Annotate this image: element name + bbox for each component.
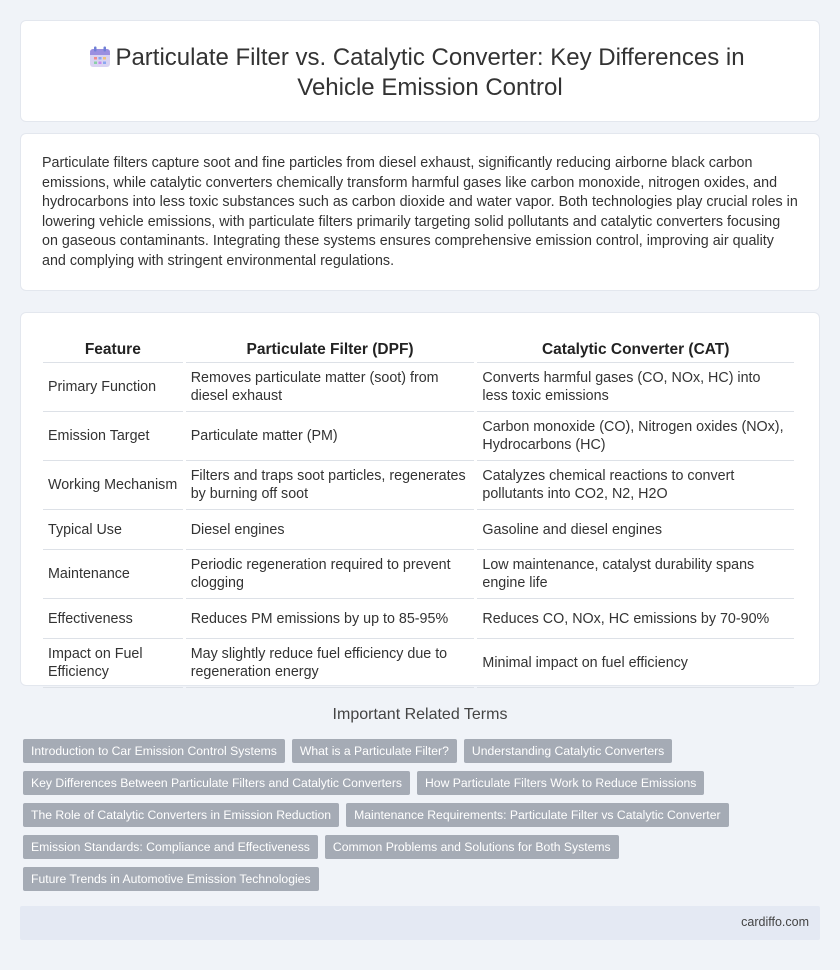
row-cat-value: Reduces CO, NOx, HC emissions by 70-90%	[477, 599, 794, 639]
row-dpf-value: May slightly reduce fuel efficiency due to regeneration energy	[186, 639, 475, 688]
table-row	[43, 461, 794, 510]
page-title: Particulate Filter vs. Catalytic Converter: Key Differences in Vehicle Emission Control	[115, 44, 745, 101]
row-dpf-value: Particulate matter (PM)	[186, 412, 475, 461]
row-feature: Working Mechanism	[43, 461, 183, 510]
footer	[20, 906, 820, 940]
related-term-tag[interactable]: How Particulate Filters Work to Reduce Emissions	[417, 771, 704, 795]
intro-card	[20, 133, 820, 291]
related-term-tag[interactable]: Introduction to Car Emission Control Systems	[23, 739, 285, 763]
row-cat-value: Catalyzes chemical reactions to convert pollutants into CO2, N2, H2O	[477, 461, 794, 510]
header-catalytic-converter: Catalytic Converter (CAT)	[477, 333, 794, 363]
row-cat-value: Carbon monoxide (CO), Nitrogen oxides (NOx), Hydrocarbons (HC)	[477, 412, 794, 461]
footer-site-link[interactable]: cardiffo.com	[741, 915, 809, 929]
row-dpf-value: Periodic regeneration required to prevent clogging	[186, 550, 475, 599]
related-terms-list	[23, 739, 823, 899]
header-card	[20, 20, 820, 122]
intro-paragraph: Particulate filters capture soot and fine particles from diesel exhaust, significantly reducing airborne black carbon emissions, while catalytic converters chemically transform harmful gases like carbon monoxide, nitrogen oxides, and hydrocarbons into less toxic substances such as carbon dioxide and water vapor. Both technologies play crucial roles in lowering vehicle emissions, with particulate filters primarily targeting solid pollutants and catalytic converters focusing on gaseous contaminants. Integrating these systems ensures comprehensive emission control, improving air quality and complying with stringent environmental regulations.	[42, 155, 798, 269]
table-row	[43, 639, 794, 688]
table-row	[43, 550, 794, 599]
row-feature: Maintenance	[43, 550, 183, 599]
related-term-tag[interactable]: What is a Particulate Filter?	[292, 739, 457, 763]
related-term-tag[interactable]: Understanding Catalytic Converters	[464, 739, 672, 763]
table-row	[43, 363, 794, 412]
row-feature: Typical Use	[43, 510, 183, 550]
row-feature: Effectiveness	[43, 599, 183, 639]
row-feature: Primary Function	[43, 363, 183, 412]
related-term-tag[interactable]: Maintenance Requirements: Particulate Filter vs Catalytic Converter	[346, 803, 728, 827]
comparison-card	[20, 312, 820, 686]
related-term-tag[interactable]: Key Differences Between Particulate Filters and Catalytic Converters	[23, 771, 410, 795]
row-dpf-value: Diesel engines	[186, 510, 475, 550]
row-dpf-value: Filters and traps soot particles, regenerates by burning off soot	[186, 461, 475, 510]
header-particulate-filter: Particulate Filter (DPF)	[186, 333, 475, 363]
row-cat-value: Minimal impact on fuel efficiency	[477, 639, 794, 688]
table-row	[43, 412, 794, 461]
related-term-tag[interactable]: Future Trends in Automotive Emission Technologies	[23, 867, 319, 891]
row-cat-value: Gasoline and diesel engines	[477, 510, 794, 550]
row-feature: Impact on Fuel Efficiency	[43, 639, 183, 688]
comparison-table	[40, 333, 797, 688]
related-term-tag[interactable]: Emission Standards: Compliance and Effectiveness	[23, 835, 318, 859]
header-feature: Feature	[43, 333, 183, 363]
related-term-tag[interactable]: Common Problems and Solutions for Both Systems	[325, 835, 619, 859]
row-cat-value: Low maintenance, catalyst durability spans engine life	[477, 550, 794, 599]
table-row	[43, 510, 794, 550]
related-term-tag[interactable]: The Role of Catalytic Converters in Emission Reduction	[23, 803, 339, 827]
row-dpf-value: Removes particulate matter (soot) from diesel exhaust	[186, 363, 475, 412]
related-terms-heading: Important Related Terms	[332, 706, 508, 723]
table-row	[43, 599, 794, 639]
row-dpf-value: Reduces PM emissions by up to 85-95%	[186, 599, 475, 639]
row-feature: Emission Target	[43, 412, 183, 461]
row-cat-value: Converts harmful gases (CO, NOx, HC) into less toxic emissions	[477, 363, 794, 412]
table-header-row	[43, 333, 794, 363]
